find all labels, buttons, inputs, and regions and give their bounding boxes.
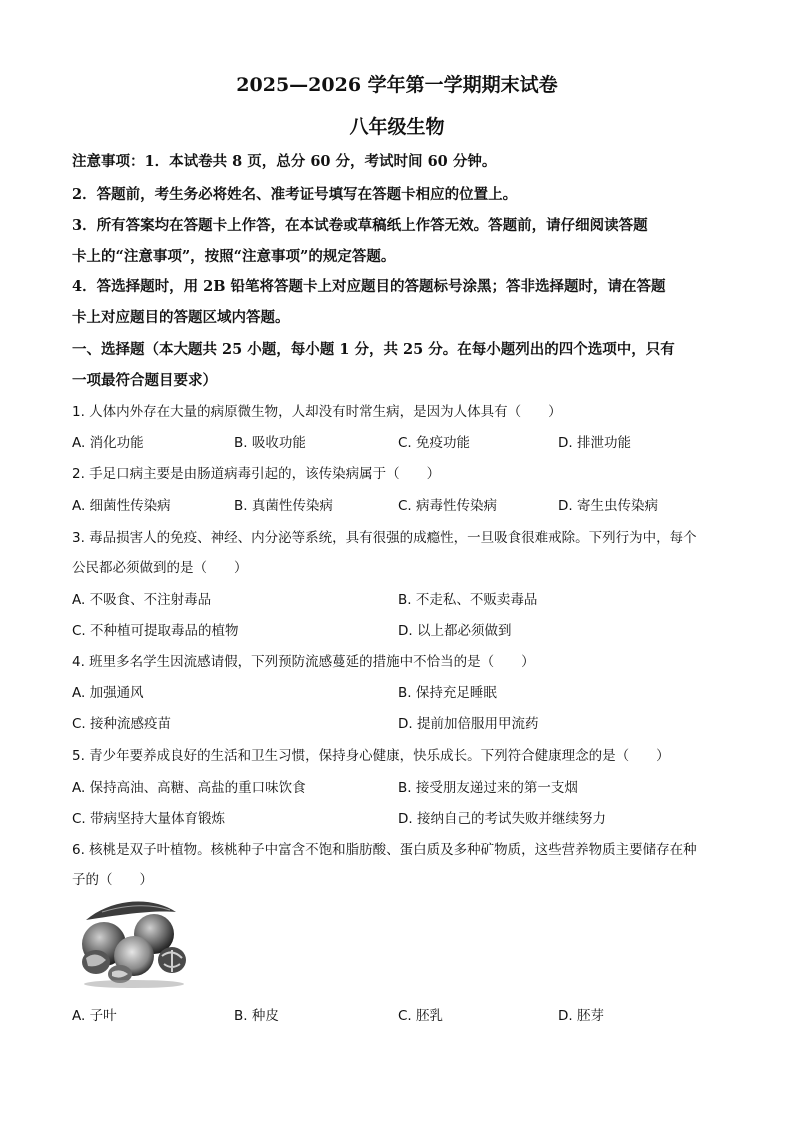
option-a[interactable]: A. 消化功能: [72, 435, 144, 451]
question-stem: 2. 手足口病主要是由肠道病毒引起的，该传染病属于（ ）: [72, 466, 441, 482]
section-heading: 一项最符合题目要求）: [72, 372, 217, 389]
question-stem: 公民都必须做到的是（ ）: [72, 560, 248, 576]
question-stem: 6. 核桃是双子叶植物。核桃种子中富含不饱和脂肪酸、蛋白质及多种矿物质，这些营养物质主要储存在种: [72, 842, 697, 858]
walnut-image: [72, 898, 194, 990]
option-b[interactable]: B. 吸收功能: [234, 435, 306, 451]
option-b[interactable]: B. 接受朋友递过来的第一支烟: [398, 780, 578, 796]
option-b[interactable]: B. 种皮: [234, 1008, 279, 1024]
question-stem: 子的（ ）: [72, 872, 153, 888]
option-d[interactable]: D. 胚芽: [558, 1008, 604, 1024]
question-stem: 4. 班里多名学生因流感请假，下列预防流感蔓延的措施中不恰当的是（ ）: [72, 654, 535, 670]
question-stem: 5. 青少年要养成良好的生活和卫生习惯，保持身心健康，快乐成长。下列符合健康理念的是（ ）: [72, 748, 670, 764]
option-a[interactable]: A. 子叶: [72, 1008, 117, 1024]
option-c[interactable]: C. 胚乳: [398, 1008, 444, 1024]
question-stem: 1. 人体内外存在大量的病原微生物，人却没有时常生病，是因为人体具有（ ）: [72, 404, 562, 420]
option-b[interactable]: B. 保持充足睡眠: [398, 685, 497, 701]
exam-title: 2025—2026 学年第一学期期末试卷: [236, 74, 558, 96]
note-line: 注意事项：1．本试卷共 8 页，总分 60 分，考试时间 60 分钟。: [72, 153, 497, 170]
options-row: [72, 619, 732, 641]
option-c[interactable]: C. 病毒性传染病: [398, 498, 498, 514]
option-c[interactable]: C. 带病坚持大量体育锻炼: [72, 811, 226, 827]
option-a[interactable]: A. 加强通风: [72, 685, 144, 701]
note-line: 卡上对应题目的答题区域内答题。: [72, 309, 290, 326]
option-b[interactable]: B. 真菌性传染病: [234, 498, 333, 514]
options-row: [72, 681, 732, 703]
option-a[interactable]: A. 保持高油、高糖、高盐的重口味饮食: [72, 780, 306, 796]
options-row: [72, 494, 732, 516]
options-row: [72, 431, 732, 453]
option-d[interactable]: D. 提前加倍服用甲流药: [398, 716, 539, 732]
options-row: [72, 776, 732, 798]
note-line: 4．答选择题时，用 2B 铅笔将答题卡上对应题目的答题标号涂黑；答非选择题时，请在答题: [72, 278, 666, 295]
note-line: 卡上的“注意事项”，按照“注意事项”的规定答题。: [72, 248, 396, 265]
section-heading: 一、选择题（本大题共 25 小题，每小题 1 分，共 25 分。在每小题列出的四个选项中，只有: [72, 341, 675, 358]
option-c[interactable]: C. 免疫功能: [398, 435, 471, 451]
option-d[interactable]: D. 寄生虫传染病: [558, 498, 658, 514]
option-d[interactable]: D. 以上都必须做到: [398, 623, 512, 639]
option-d[interactable]: D. 接纳自己的考试失败并继续努力: [398, 811, 606, 827]
note-line: 2．答题前，考生务必将姓名、准考证号填写在答题卡相应的位置上。: [72, 186, 518, 203]
option-a[interactable]: A. 不吸食、不注射毒品: [72, 592, 212, 608]
option-b[interactable]: B. 不走私、不贩卖毒品: [398, 592, 538, 608]
options-row: [72, 1004, 732, 1026]
note-line: 3．所有答案均在答题卡上作答，在本试卷或草稿纸上作答无效。答题前，请仔细阅读答题: [72, 217, 648, 234]
option-d[interactable]: D. 排泄功能: [558, 435, 631, 451]
option-c[interactable]: C. 不种植可提取毒品的植物: [72, 623, 239, 639]
question-stem: 3. 毒品损害人的免疫、神经、内分泌等系统，具有很强的成瘾性，一旦吸食很难戒除。下列行为中，每个: [72, 530, 697, 546]
exam-subtitle: 八年级生物: [349, 116, 445, 138]
option-a[interactable]: A. 细菌性传染病: [72, 498, 171, 514]
option-c[interactable]: C. 接种流感疫苗: [72, 716, 172, 732]
options-row: [72, 712, 732, 734]
options-row: [72, 807, 732, 829]
options-row: [72, 588, 732, 610]
